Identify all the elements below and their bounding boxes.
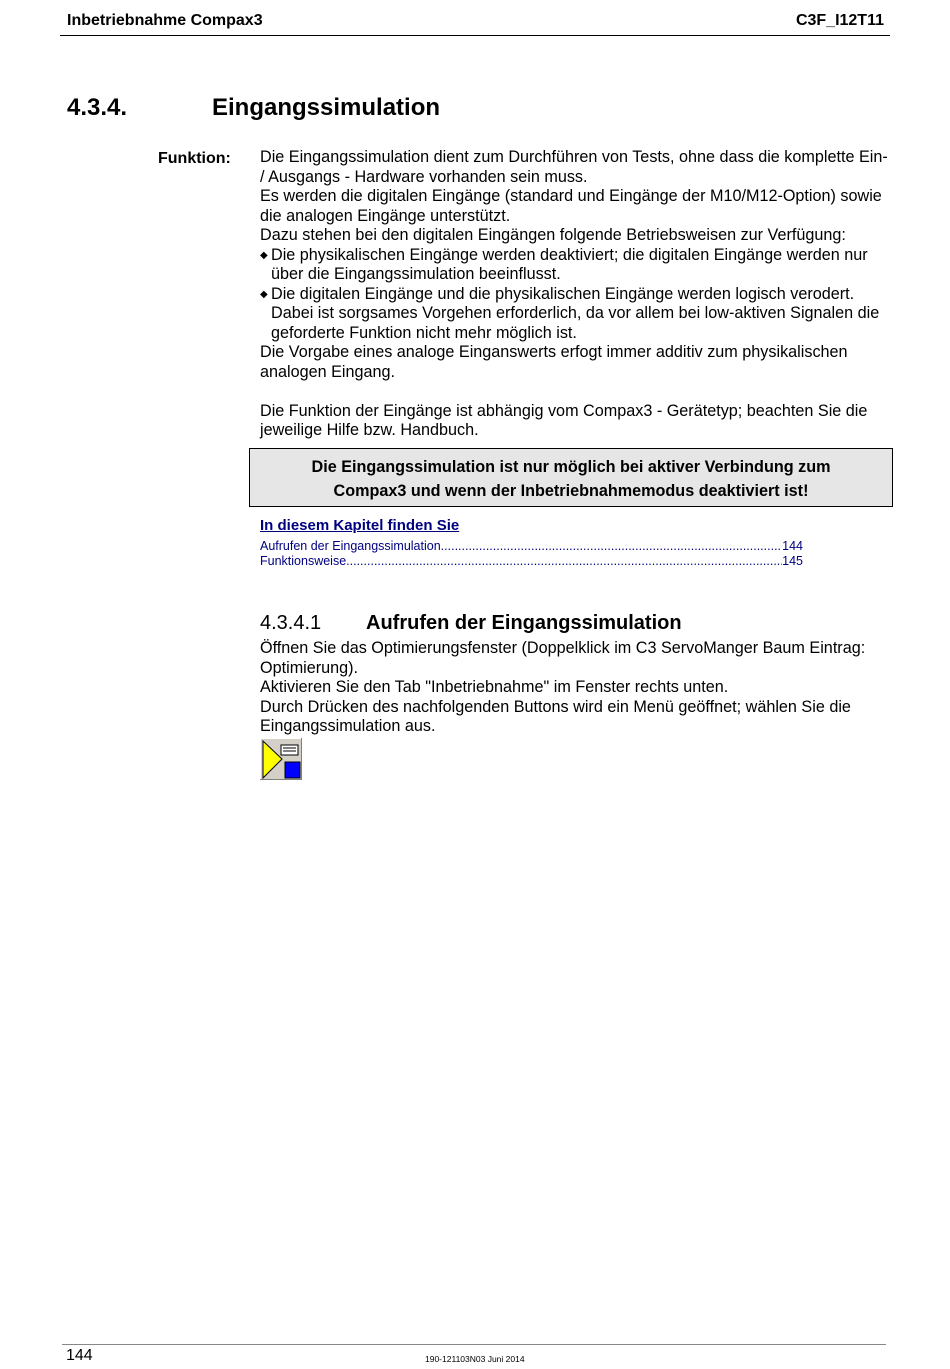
section-number: 4.3.4. bbox=[67, 94, 128, 121]
diamond-bullet-icon: ◆ bbox=[260, 288, 268, 300]
toc-entry[interactable] bbox=[260, 554, 803, 568]
subsection-paragraph-3: Durch Drücken des nachfolgenden Buttons wird ein Menü geöffnet; wählen Sie die Eingangssimulation aus. bbox=[260, 697, 851, 735]
subsection-paragraph-2: Aktivieren Sie den Tab "Inbetriebnahme" im Fenster rechts unten. bbox=[260, 678, 729, 696]
subsection-paragraph-1: Öffnen Sie das Optimierungsfenster (Doppelklick im C3 ServoManger Baum Eintrag: Optimierung). bbox=[260, 639, 866, 677]
section-title: Eingangssimulation bbox=[212, 94, 441, 121]
bullet-text: Die digitalen Eingänge und die physikalischen Eingänge werden logisch verodert. Dabei ist sorgsames Vorgehen erforderlich, da vor allem bei low-aktiven Signalen die geforderte Funktion nicht mehr möglich ist. bbox=[271, 284, 880, 342]
subsection-title: Aufrufen der Eingangssimulation bbox=[366, 612, 682, 634]
header-rule bbox=[60, 35, 890, 36]
toc-entry-page[interactable]: 145 bbox=[782, 554, 803, 568]
toc-leader-dots bbox=[346, 554, 782, 568]
intro-paragraph-2: Es werden die digitalen Eingänge (standard und Eingänge der M10/M12-Option) sowie die analogen Eingänge unterstützt. bbox=[260, 187, 882, 225]
diamond-bullet-icon: ◆ bbox=[260, 249, 268, 261]
header-title: Inbetriebnahme Compax3 bbox=[67, 12, 263, 29]
toc-entry-title[interactable]: Aufrufen der Eingangssimulation bbox=[260, 539, 441, 553]
note-line-1: Die Eingangssimulation ist nur möglich bei aktiver Verbindung zum bbox=[311, 458, 831, 476]
header-doc-code: C3F_I12T11 bbox=[795, 12, 884, 29]
footer-rule bbox=[62, 1344, 886, 1345]
bullet-item bbox=[260, 246, 890, 285]
subsection-number: 4.3.4.1 bbox=[260, 612, 322, 634]
toc-entry-title[interactable]: Funktionsweise bbox=[260, 554, 347, 568]
footer-doc-id: 190-121103N03 Juni 2014 bbox=[425, 1354, 525, 1364]
toc-entry[interactable] bbox=[260, 539, 803, 553]
bullet-text: Die physikalischen Eingänge werden deaktiviert; die digitalen Eingänge werden nur über die Eingangssimulation beeinflusst. bbox=[271, 245, 868, 283]
note-box bbox=[249, 448, 893, 507]
page-number: 144 bbox=[66, 1347, 93, 1364]
intro-body bbox=[260, 148, 890, 441]
toc-heading: In diesem Kapitel finden Sie bbox=[260, 517, 460, 534]
toc-entry-page[interactable]: 144 bbox=[782, 539, 803, 553]
toc-leader-dots bbox=[441, 539, 782, 553]
intro-paragraph-5: Die Funktion der Eingänge ist abhängig vom Compax3 - Gerätetyp; beachten Sie die jeweilige Hilfe bzw. Handbuch. bbox=[260, 401, 868, 439]
intro-paragraph-1: Die Eingangssimulation dient zum Durchführen von Tests, ohne dass die komplette Ein- / Ausgangs - Hardware vorhanden sein muss. bbox=[260, 148, 888, 186]
intro-paragraph-4: Die Vorgabe eines analoge Einganswerts erfogt immer additiv zum physikalischen analogen Eingang. bbox=[260, 343, 848, 381]
side-label-funktion: Funktion: bbox=[158, 150, 231, 167]
input-simulation-icon bbox=[260, 738, 302, 780]
spacer bbox=[260, 382, 890, 402]
subsection-body bbox=[260, 639, 890, 737]
intro-paragraph-3: Dazu stehen bei den digitalen Eingängen folgende Betriebsweisen zur Verfügung: bbox=[260, 226, 846, 244]
bullet-item bbox=[260, 285, 890, 344]
note-line-2: Compax3 und wenn der Inbetriebnahmemodus deaktiviert ist! bbox=[333, 482, 809, 500]
